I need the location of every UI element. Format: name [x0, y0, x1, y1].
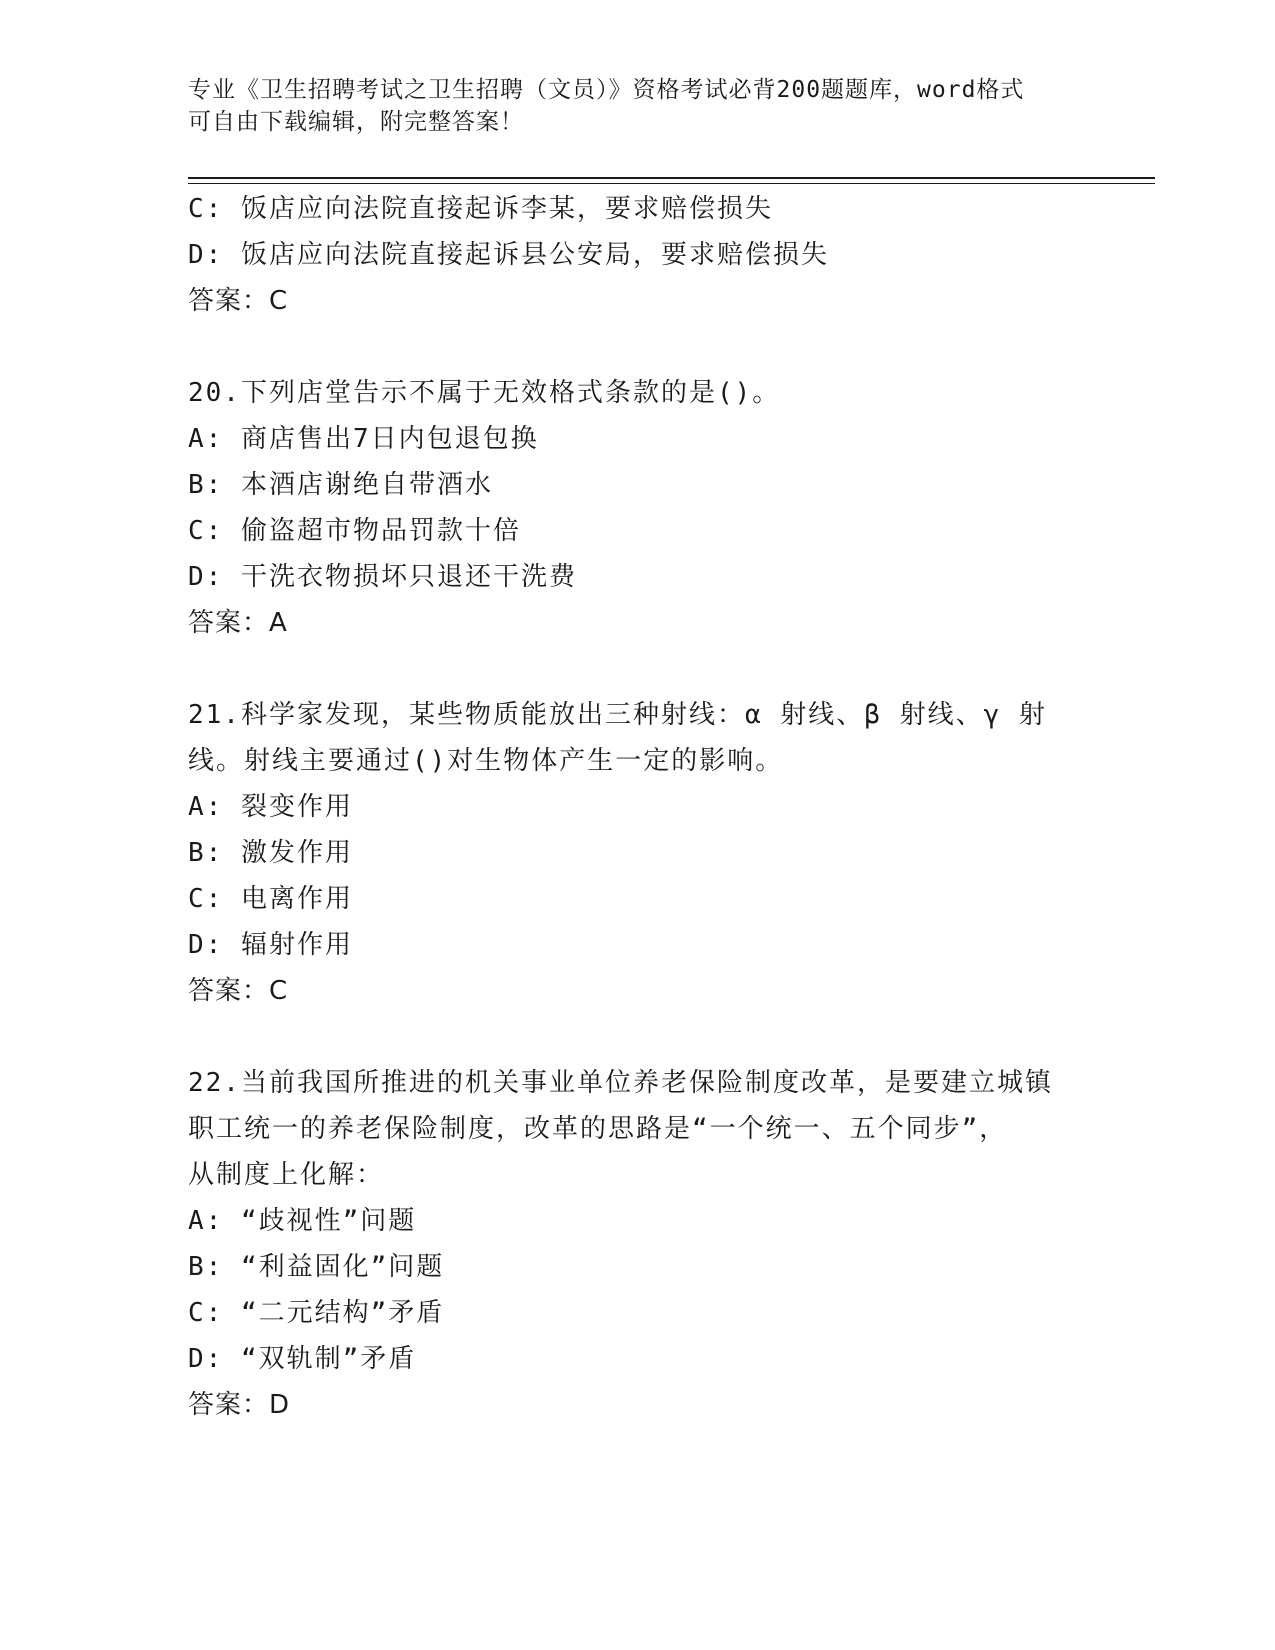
question-stem-line-1: 22.当前我国所推进的机关事业单位养老保险制度改革，是要建立城镇 [188, 1068, 1053, 1098]
question-stem-line-2: 线。射线主要通过()对生物体产生一定的影响。 [188, 746, 784, 776]
answer: 答案：C [188, 286, 289, 316]
option-a: A: 裂变作用 [188, 792, 353, 822]
question-20 [188, 370, 1088, 646]
header-divider-thin [188, 183, 1155, 184]
option-b: B: “利益固化”问题 [188, 1252, 445, 1282]
spacer [188, 1014, 1088, 1060]
option-c: C: 偷盗超市物品罚款十倍 [188, 516, 521, 546]
question-19-continued [188, 186, 1088, 324]
option-c: C: 饭店应向法院直接起诉李某，要求赔偿损失 [188, 194, 773, 224]
option-c: C: 电离作用 [188, 884, 353, 914]
question-stem-line-3: 从制度上化解： [188, 1160, 385, 1190]
question-stem-line-2: 职工统一的养老保险制度，改革的思路是“一个统一、五个同步”， [188, 1114, 1008, 1144]
question-stem-line-1: 21.科学家发现，某些物质能放出三种射线：α 射线、β 射线、γ 射 [188, 700, 1047, 730]
answer: 答案：C [188, 976, 289, 1006]
question-stem: 20.下列店堂告示不属于无效格式条款的是()。 [188, 378, 781, 408]
header-line-1: 专业《卫生招聘考试之卫生招聘（文员）》资格考试必背200题题库，word格式 [188, 77, 1025, 103]
header-divider-thick [188, 177, 1155, 179]
option-c: C: “二元结构”矛盾 [188, 1298, 445, 1328]
answer: 答案：A [188, 608, 288, 638]
option-a: A: “歧视性”问题 [188, 1206, 417, 1236]
option-d: D: 辐射作用 [188, 930, 353, 960]
answer: 答案：D [188, 1390, 291, 1420]
option-d: D: 饭店应向法院直接起诉县公安局，要求赔偿损失 [188, 240, 829, 270]
option-d: D: “双轨制”矛盾 [188, 1344, 417, 1374]
question-22 [188, 1060, 1088, 1428]
spacer [188, 324, 1088, 370]
option-d: D: 干洗衣物损坏只退还干洗费 [188, 562, 577, 592]
header-line-2: 可自由下载编辑，附完整答案！ [188, 109, 524, 135]
document-header [188, 74, 1078, 138]
option-a: A: 商店售出7日内包退包换 [188, 424, 539, 454]
question-21 [188, 692, 1088, 1014]
question-list [188, 186, 1088, 1428]
option-b: B: 激发作用 [188, 838, 353, 868]
option-b: B: 本酒店谢绝自带酒水 [188, 470, 493, 500]
spacer [188, 646, 1088, 692]
